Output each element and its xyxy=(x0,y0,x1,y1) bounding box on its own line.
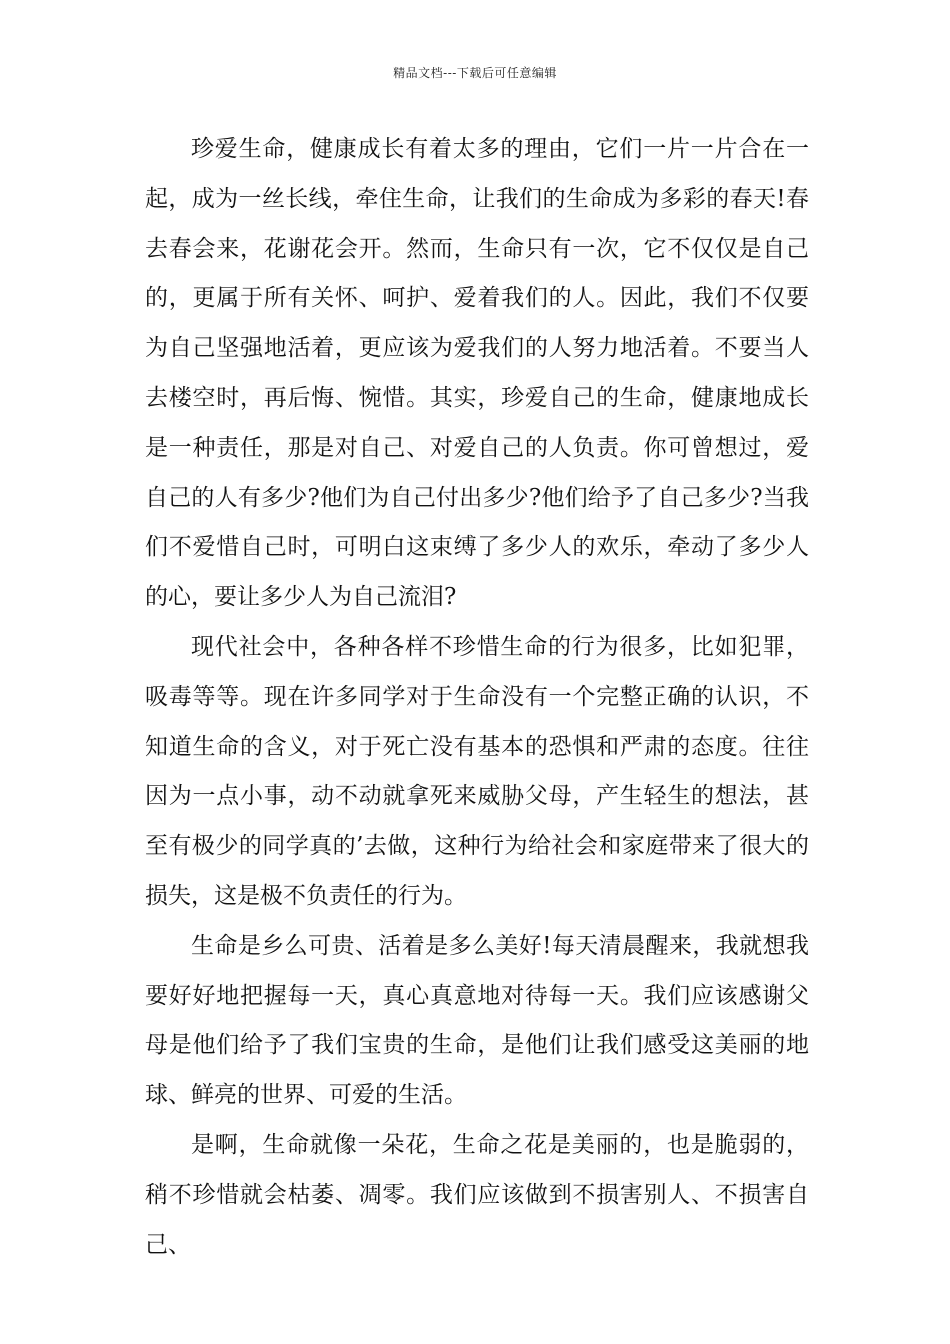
paragraph-2: 现代社会中，各种各样不珍惜生命的行为很多，比如犯罪，吸毒等等。现在许多同学对于生命没有一个完整正确的认识，不知道生命的含义，对于死亡没有基本的恐惧和严肃的态度。往往因为一点小事，动不动就拿死来威胁父母，产生轻生的想法，甚至有极少的同学真的’去做，这种行为给社会和家庭带来了很大的损失，这是极不负责任的行为。 xyxy=(145,633,809,909)
paragraph-4: 是啊，生命就像一朵花，生命之花是美丽的，也是脆弱的，稍不珍惜就会枯萎、凋零。我们应该做到不损害别人、不损害自己、 xyxy=(145,1131,809,1258)
paragraph-1: 珍爱生命，健康成长有着太多的理由，它们一片一片合在一起，成为一丝长线，牵住生命，让我们的生命成为多彩的春天!春去春会来，花谢花会开。然而，生命只有一次，它不仅仅是自己的，更属于所有关怀、呵护、爱着我们的人。因此，我们不仅要为自己坚强地活着，更应该为爱我们的人努力地活着。不要当人去楼空时，再后悔、惋惜。其实，珍爱自己的生命，健康地成长是一种责任，那是对自己、对爱自己的人负责。你可曾想过，爱自己的人有多少?他们为自己付出多少?他们给予了自己多少?当我们不爱惜自己时，可明白这束缚了多少人的欢乐，牵动了多少人的心，要让多少人为自己流泪? xyxy=(145,136,809,611)
document-body xyxy=(145,125,809,1270)
page-header: 精品文档---下载后可任意编辑 xyxy=(393,66,557,80)
paragraph-3: 生命是乡么可贵、活着是多么美好!每天清晨醒来，我就想我要好好地把握每一天，真心真意地对待每一天。我们应该感谢父母是他们给予了我们宝贵的生命，是他们让我们感受这美丽的地球、鲜亮的世界、可爱的生活。 xyxy=(145,932,809,1109)
